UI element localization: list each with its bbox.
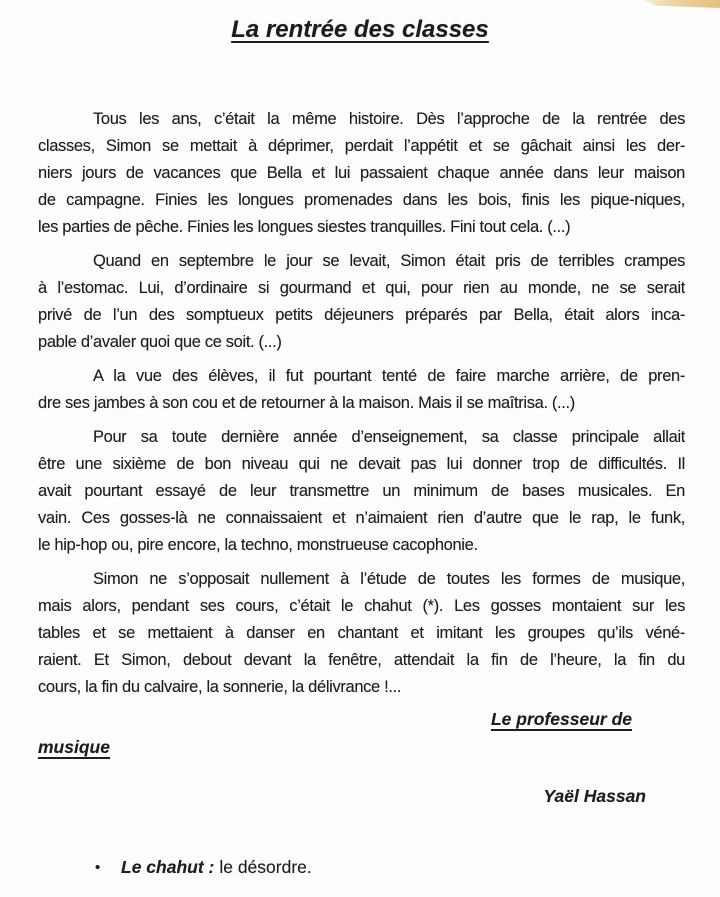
document-title: La rentrée des classes — [231, 16, 489, 43]
text-line: cours, la fin du calvaire, la sonnerie, la délivrance !... — [38, 678, 402, 696]
text-line: raient. Et Simon, debout devant la fenêtre, attendait la fin de l’heure, la fin du — [38, 651, 685, 669]
source-line-1: Le professeur de — [490, 709, 632, 729]
source-line-2: musique — [38, 737, 110, 757]
text-line: avait pourtant essayé de leur transmettre un minimum de bases musicales. En — [38, 482, 685, 500]
footnote-term: Le chahut : — [121, 857, 215, 877]
text-line: tables et se mettaient à danser en chantant et imitant les groupes qu’ils véné- — [38, 624, 685, 642]
source-line-1-row — [0, 709, 720, 730]
paragraph — [38, 424, 685, 559]
footnote-definition: le désordre. — [219, 857, 312, 877]
text-line: Tous les ans, c’était la même histoire. Dès l’approche de la rentrée des — [93, 110, 685, 128]
paragraph — [38, 106, 685, 241]
text-line: classes, Simon se mettait à déprimer, perdait l’appétit et se gâchait ainsi les der- — [38, 137, 685, 155]
paragraph — [38, 248, 685, 356]
text-line: de campagne. Finies les longues promenades dans les bois, finis les pique-niques, — [38, 191, 685, 209]
text-line: Pour sa toute dernière année d’enseignement, sa classe principale allait — [93, 428, 685, 446]
bullet-icon: • — [95, 859, 101, 876]
text-line: privé de l’un des somptueux petits déjeuners préparés par Bella, était alors inca- — [38, 306, 685, 324]
text-line: être une sixième de bon niveau qui ne devait pas lui donner trop de difficultés. Il — [38, 455, 685, 473]
text-line: à l’estomac. Lui, d’ordinaire si gourmand et qui, pour rien au monde, ne se serait — [38, 279, 685, 297]
text-line: niers jours de vacances que Bella et lui passaient chaque année dans leur maison — [38, 164, 685, 182]
text-line: le hip-hop ou, pire encore, la techno, monstrueuse cacophonie. — [38, 536, 478, 554]
document-body — [38, 106, 685, 701]
text-line: les parties de pêche. Finies les longues siestes tranquilles. Fini tout cela. (...) — [38, 218, 571, 236]
text-line: dre ses jambes à son cou et de retourner à la maison. Mais il se maîtrisa. (...) — [38, 394, 575, 412]
text-line: vain. Ces gosses-là ne connaissaient et n’aimaient rien d’autre que le rap, le funk, — [38, 509, 685, 527]
paragraph — [38, 566, 685, 701]
source-line-2-row — [0, 737, 720, 758]
footnote — [95, 857, 312, 878]
author-name: Yaël Hassan — [543, 786, 646, 806]
text-line: Quand en septembre le jour se levait, Simon était pris de terribles crampes — [93, 252, 685, 270]
source-attribution — [0, 709, 720, 807]
paragraph — [38, 363, 685, 417]
text-line: mais alors, pendant ses cours, c’était le chahut (*). Les gosses montaient sur les — [38, 597, 685, 615]
desk-corner-background — [644, 0, 720, 8]
text-line: Simon ne s’opposait nullement à l’étude de toutes les formes de musique, — [93, 570, 685, 588]
text-line: pable d’avaler quoi que ce soit. (...) — [38, 333, 282, 351]
text-line: A la vue des élèves, il fut pourtant tenté de faire marche arrière, de pren- — [93, 367, 685, 385]
